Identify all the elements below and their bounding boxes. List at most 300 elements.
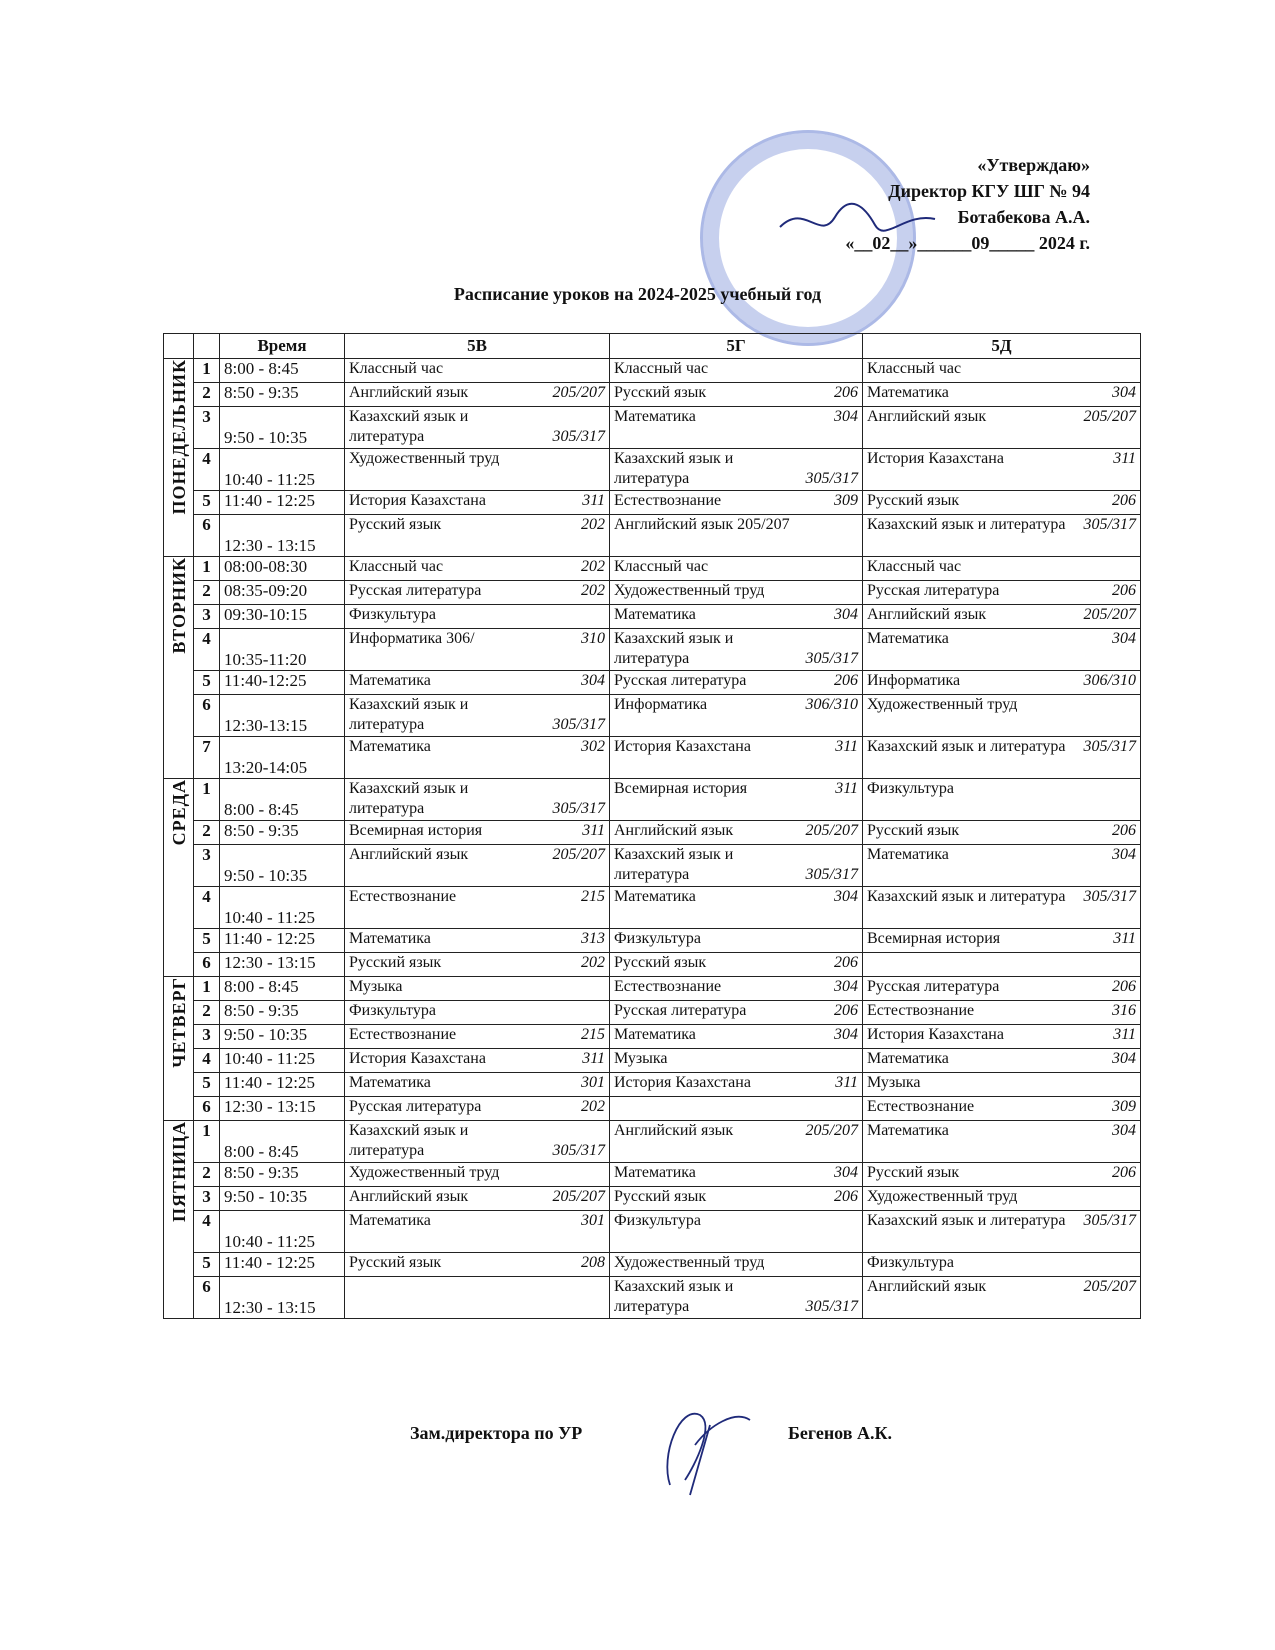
subject-name: Английский язык: [867, 606, 987, 623]
subject-name: Математика: [349, 672, 431, 689]
room-number: 311: [835, 738, 858, 755]
room-number: 304: [1112, 1050, 1136, 1067]
page-title: Расписание уроков на 2024-2025 учебный год: [453, 284, 822, 304]
schedule-cell: [345, 383, 610, 407]
room-number: 208: [581, 1254, 605, 1271]
room-number: 202: [581, 954, 605, 971]
schedule-cell: [345, 845, 610, 887]
schedule-cell: [610, 359, 863, 383]
room-number: 311: [1113, 450, 1136, 467]
room-number: 306/310: [805, 696, 858, 713]
lesson-time: 10:40 - 11:25: [220, 887, 345, 929]
lesson-time: 11:40 - 12:25: [220, 929, 345, 953]
room-number: 215: [581, 888, 605, 905]
lesson-number: 5: [194, 1073, 220, 1097]
lesson-time: 12:30 - 13:15: [220, 953, 345, 977]
schedule-cell: [863, 1097, 1141, 1121]
header-class-5g: 5Г: [610, 334, 863, 359]
subject-name: Английский язык: [614, 1122, 734, 1139]
schedule-cell: [863, 629, 1141, 671]
schedule-cell: [863, 515, 1141, 557]
table-row: [164, 515, 1141, 557]
schedule-cell: [863, 845, 1141, 887]
footer-name: Бегенов А.К.: [788, 1423, 893, 1443]
subject-name: Английский язык: [867, 408, 987, 425]
subject-name: Всемирная история: [614, 780, 748, 797]
lesson-time: 8:00 - 8:45: [220, 977, 345, 1001]
day-label: [164, 1121, 194, 1319]
subject-name: Естествознание: [614, 492, 722, 509]
room-number: 304: [1112, 630, 1136, 647]
room-number: 306/310: [1083, 672, 1136, 689]
subject-name: Русская литература: [349, 582, 482, 599]
lesson-number: 4: [194, 1049, 220, 1073]
subject-name: Физкультура: [349, 606, 436, 623]
schedule-cell: [610, 887, 863, 929]
schedule-cell: [345, 581, 610, 605]
schedule-cell: [863, 581, 1141, 605]
header-day: [164, 334, 194, 359]
schedule-cell: [345, 1187, 610, 1211]
subject-name: Физкультура: [614, 930, 701, 947]
subject-name: Математика: [867, 1050, 949, 1067]
subject-name: Казахский язык и литература: [867, 516, 1066, 533]
approval-line-4: «__02__»______09_____ 2024 г.: [845, 233, 1090, 253]
table-row: [164, 1025, 1141, 1049]
schedule-cell: [345, 1277, 610, 1319]
table-row: [164, 977, 1141, 1001]
lesson-number: 5: [194, 929, 220, 953]
schedule-cell: [345, 821, 610, 845]
schedule-cell: [863, 491, 1141, 515]
schedule-cell: [345, 1097, 610, 1121]
schedule-cell: [863, 977, 1141, 1001]
subject-name: Естествознание: [349, 888, 457, 905]
lesson-number: 1: [194, 977, 220, 1001]
room-number: 305/317: [552, 428, 605, 445]
schedule-cell: [610, 1277, 863, 1319]
table-row: [164, 1253, 1141, 1277]
schedule-cell: [610, 1211, 863, 1253]
subject-name: Всемирная история: [867, 930, 1001, 947]
subject-name: История Казахстана: [349, 1050, 486, 1067]
lesson-number: 3: [194, 1025, 220, 1049]
room-number: 205/207: [552, 1188, 605, 1205]
schedule-cell: [610, 1253, 863, 1277]
subject-name: Художественный труд: [867, 696, 1018, 713]
lesson-time: 12:30-13:15: [220, 695, 345, 737]
lesson-time: 8:50 - 9:35: [220, 383, 345, 407]
schedule-cell: [345, 779, 610, 821]
subject-name: Информатика: [614, 696, 708, 713]
schedule-cell: [610, 977, 863, 1001]
day-name: ВТОРНИК: [168, 557, 189, 654]
schedule-cell: [610, 1163, 863, 1187]
lesson-number: 2: [194, 821, 220, 845]
lesson-time: 10:40 - 11:25: [220, 1049, 345, 1073]
schedule-cell: [863, 1025, 1141, 1049]
lesson-number: 5: [194, 1253, 220, 1277]
subject-name: Математика: [614, 408, 696, 425]
lesson-time: 10:35-11:20: [220, 629, 345, 671]
room-number: 202: [581, 558, 605, 575]
subject-name: Русский язык: [349, 954, 442, 971]
lesson-time: 11:40-12:25: [220, 671, 345, 695]
schedule-cell: [345, 887, 610, 929]
lesson-time: 08:35-09:20: [220, 581, 345, 605]
room-number: 313: [581, 930, 605, 947]
table-row: [164, 695, 1141, 737]
table-row: [164, 491, 1141, 515]
schedule-cell: [345, 737, 610, 779]
schedule-cell: [345, 1025, 610, 1049]
subject-name: Английский язык: [867, 1278, 987, 1295]
lesson-number: 6: [194, 1097, 220, 1121]
subject-name: Русский язык: [614, 384, 707, 401]
lesson-number: 2: [194, 581, 220, 605]
subject-name: Казахский язык и литература: [349, 1122, 469, 1159]
subject-name: Математика: [614, 606, 696, 623]
schedule-cell: [863, 605, 1141, 629]
subject-name: Английский язык: [349, 1188, 469, 1205]
table-row: [164, 929, 1141, 953]
table-row: [164, 449, 1141, 491]
day-name: ПОНЕДЕЛЬНИК: [168, 359, 189, 515]
lesson-time: 10:40 - 11:25: [220, 449, 345, 491]
room-number: 305/317: [1083, 888, 1136, 905]
room-number: 310: [581, 630, 605, 647]
schedule-cell: [610, 491, 863, 515]
lesson-number: 3: [194, 845, 220, 887]
schedule-cell: [610, 1097, 863, 1121]
room-number: 304: [834, 1026, 858, 1043]
schedule-cell: [345, 929, 610, 953]
table-row: [164, 581, 1141, 605]
header-time: Время: [220, 334, 345, 359]
schedule-cell: [863, 383, 1141, 407]
schedule-cell: [863, 1001, 1141, 1025]
lesson-time: 09:30-10:15: [220, 605, 345, 629]
lesson-number: 4: [194, 1211, 220, 1253]
subject-name: Всемирная история: [349, 822, 483, 839]
approval-block: [760, 152, 1090, 256]
lesson-time: 12:30 - 13:15: [220, 1097, 345, 1121]
room-number: 206: [834, 1188, 858, 1205]
lesson-time: 8:00 - 8:45: [220, 779, 345, 821]
table-row: [164, 953, 1141, 977]
schedule-cell: [345, 605, 610, 629]
schedule-cell: [345, 1001, 610, 1025]
room-number: 202: [581, 582, 605, 599]
lesson-number: 6: [194, 515, 220, 557]
schedule-cell: [345, 1211, 610, 1253]
schedule-cell: [610, 1073, 863, 1097]
subject-name: Математика: [349, 738, 431, 755]
room-number: 205/207: [1083, 606, 1136, 623]
lesson-number: 1: [194, 557, 220, 581]
subject-name: Музыка: [614, 1050, 668, 1067]
room-number: 305/317: [805, 866, 858, 883]
room-number: 304: [834, 606, 858, 623]
lesson-time: 8:50 - 9:35: [220, 821, 345, 845]
lesson-time: 11:40 - 12:25: [220, 1253, 345, 1277]
lesson-time: 08:00-08:30: [220, 557, 345, 581]
table-row: [164, 821, 1141, 845]
schedule-cell: [863, 671, 1141, 695]
schedule-cell: [863, 929, 1141, 953]
schedule-cell: [610, 629, 863, 671]
schedule-cell: [610, 671, 863, 695]
subject-name: Художественный труд: [349, 450, 500, 467]
schedule-cell: [610, 821, 863, 845]
lesson-time: 9:50 - 10:35: [220, 407, 345, 449]
schedule-cell: [610, 1025, 863, 1049]
room-number: 311: [1113, 930, 1136, 947]
schedule-cell: [345, 449, 610, 491]
table-row: [164, 887, 1141, 929]
schedule-cell: [610, 449, 863, 491]
room-number: 305/317: [1083, 738, 1136, 755]
lesson-number: 4: [194, 887, 220, 929]
schedule-cell: [345, 1049, 610, 1073]
subject-name: Естествознание: [349, 1026, 457, 1043]
lesson-number: 1: [194, 779, 220, 821]
schedule-cell: [863, 359, 1141, 383]
lesson-time: 12:30 - 13:15: [220, 1277, 345, 1319]
room-number: 316: [1112, 1002, 1136, 1019]
subject-name: Казахский язык и литература: [614, 1278, 734, 1315]
room-number: 311: [835, 1074, 858, 1091]
schedule-cell: [610, 407, 863, 449]
subject-name: Математика: [614, 1164, 696, 1181]
lesson-time: 11:40 - 12:25: [220, 491, 345, 515]
day-label: [164, 359, 194, 557]
schedule-cell: [863, 695, 1141, 737]
table-row: [164, 1121, 1141, 1163]
subject-name: Казахский язык и литература: [349, 780, 469, 817]
table-row: [164, 737, 1141, 779]
lesson-number: 1: [194, 359, 220, 383]
subject-name: Физкультура: [867, 1254, 954, 1271]
lesson-number: 3: [194, 605, 220, 629]
day-name: ПЯТНИЦА: [168, 1121, 189, 1223]
lesson-number: 7: [194, 737, 220, 779]
lesson-number: 3: [194, 1187, 220, 1211]
subject-name: Естествознание: [614, 978, 722, 995]
subject-name: Казахский язык и литература: [867, 1212, 1066, 1229]
room-number: 304: [834, 408, 858, 425]
room-number: 305/317: [552, 1142, 605, 1159]
subject-name: Физкультура: [614, 1212, 701, 1229]
schedule-cell: [610, 383, 863, 407]
lesson-time: 9:50 - 10:35: [220, 845, 345, 887]
subject-name: Английский язык 205/207: [614, 516, 790, 533]
schedule-cell: [345, 491, 610, 515]
schedule-cell: [345, 629, 610, 671]
subject-name: История Казахстана: [614, 1074, 751, 1091]
lesson-time: 8:50 - 9:35: [220, 1163, 345, 1187]
schedule-cell: [610, 953, 863, 977]
subject-name: Русский язык: [349, 1254, 442, 1271]
day-label: [164, 779, 194, 977]
schedule-cell: [863, 1049, 1141, 1073]
lesson-number: 6: [194, 1277, 220, 1319]
day-name: СРЕДА: [168, 779, 189, 846]
subject-name: Математика: [867, 630, 949, 647]
schedule-cell: [345, 695, 610, 737]
subject-name: Классный час: [867, 360, 962, 377]
schedule-cell: [863, 1121, 1141, 1163]
lesson-number: 5: [194, 671, 220, 695]
table-row: [164, 671, 1141, 695]
room-number: 206: [1112, 582, 1136, 599]
table-row: [164, 1097, 1141, 1121]
lesson-number: 2: [194, 1001, 220, 1025]
schedule-cell: [863, 407, 1141, 449]
room-number: 304: [834, 888, 858, 905]
schedule-cell: [610, 515, 863, 557]
subject-name: Информатика 306/: [349, 630, 475, 647]
schedule-cell: [610, 605, 863, 629]
schedule-cell: [610, 581, 863, 605]
subject-name: Математика: [867, 384, 949, 401]
subject-name: История Казахстана: [349, 492, 486, 509]
header-num: [194, 334, 220, 359]
subject-name: Казахский язык и литература: [349, 408, 469, 445]
subject-name: Казахский язык и литература: [614, 630, 734, 667]
room-number: 305/317: [552, 800, 605, 817]
schedule-cell: [863, 821, 1141, 845]
room-number: 304: [1112, 1122, 1136, 1139]
footer-role: Зам.директора по УР: [410, 1423, 583, 1443]
lesson-time: 8:50 - 9:35: [220, 1001, 345, 1025]
schedule-cell: [345, 359, 610, 383]
subject-name: Математика: [349, 930, 431, 947]
room-number: 202: [581, 516, 605, 533]
header-class-5v: 5В: [345, 334, 610, 359]
subject-name: Музыка: [867, 1074, 921, 1091]
subject-name: Физкультура: [867, 780, 954, 797]
room-number: 206: [834, 954, 858, 971]
schedule-cell: [863, 779, 1141, 821]
subject-name: История Казахстана: [614, 738, 751, 755]
lesson-time: 9:50 - 10:35: [220, 1025, 345, 1049]
schedule-cell: [345, 557, 610, 581]
subject-name: Казахский язык и литература: [349, 696, 469, 733]
schedule-cell: [610, 1001, 863, 1025]
schedule-cell: [610, 1121, 863, 1163]
table-row: [164, 1211, 1141, 1253]
subject-name: История Казахстана: [867, 1026, 1004, 1043]
lesson-time: 10:40 - 11:25: [220, 1211, 345, 1253]
room-number: 304: [834, 1164, 858, 1181]
room-number: 305/317: [805, 470, 858, 487]
lesson-number: 2: [194, 383, 220, 407]
subject-name: Русский язык: [614, 1188, 707, 1205]
approval-line-2: Директор КГУ ШГ № 94: [888, 181, 1090, 201]
subject-name: Русский язык: [867, 492, 960, 509]
schedule-cell: [345, 515, 610, 557]
subject-name: Математика: [614, 1026, 696, 1043]
room-number: 205/207: [552, 384, 605, 401]
table-row: [164, 1049, 1141, 1073]
subject-name: Русская литература: [349, 1098, 482, 1115]
schedule-cell: [610, 557, 863, 581]
schedule-cell: [345, 1073, 610, 1097]
lesson-time: 11:40 - 12:25: [220, 1073, 345, 1097]
room-number: 311: [582, 1050, 605, 1067]
table-row: [164, 359, 1141, 383]
room-number: 305/317: [1083, 516, 1136, 533]
room-number: 206: [1112, 492, 1136, 509]
subject-name: Казахский язык и литература: [614, 450, 734, 487]
subject-name: Русская литература: [867, 978, 1000, 995]
schedule-cell: [345, 1253, 610, 1277]
room-number: 206: [834, 672, 858, 689]
subject-name: Русская литература: [614, 1002, 747, 1019]
lesson-time: 12:30 - 13:15: [220, 515, 345, 557]
subject-name: Английский язык: [614, 822, 734, 839]
schedule-cell: [610, 929, 863, 953]
schedule-cell: [610, 737, 863, 779]
subject-name: Казахский язык и литература: [867, 738, 1066, 755]
subject-name: Русский язык: [614, 954, 707, 971]
room-number: 206: [1112, 1164, 1136, 1181]
room-number: 206: [1112, 978, 1136, 995]
subject-name: Русский язык: [867, 1164, 960, 1181]
schedule-cell: [863, 1073, 1141, 1097]
schedule-cell: [345, 407, 610, 449]
room-number: 202: [581, 1098, 605, 1115]
lesson-number: 2: [194, 1163, 220, 1187]
subject-name: Математика: [349, 1074, 431, 1091]
schedule-table: [163, 333, 1141, 1319]
subject-name: Русская литература: [614, 672, 747, 689]
table-row: [164, 1277, 1141, 1319]
subject-name: Классный час: [614, 558, 709, 575]
schedule-cell: [863, 887, 1141, 929]
schedule-cell: [610, 845, 863, 887]
table-row: [164, 407, 1141, 449]
schedule-cell: [863, 557, 1141, 581]
schedule-cell: [345, 1163, 610, 1187]
lesson-number: 3: [194, 407, 220, 449]
subject-name: Художественный труд: [349, 1164, 500, 1181]
subject-name: Физкультура: [349, 1002, 436, 1019]
subject-name: Русская литература: [867, 582, 1000, 599]
lesson-number: 6: [194, 953, 220, 977]
schedule-cell: [345, 671, 610, 695]
lesson-number: 1: [194, 1121, 220, 1163]
subject-name: Классный час: [867, 558, 962, 575]
subject-name: Классный час: [349, 558, 444, 575]
table-row: [164, 1001, 1141, 1025]
schedule-cell: [610, 695, 863, 737]
day-label: [164, 977, 194, 1121]
room-number: 205/207: [1083, 408, 1136, 425]
table-row: [164, 1073, 1141, 1097]
schedule-cell: [863, 1253, 1141, 1277]
room-number: 304: [834, 978, 858, 995]
deputy-signature-icon: [640, 1385, 760, 1505]
table-row: [164, 1163, 1141, 1187]
subject-name: Казахский язык и литература: [614, 846, 734, 883]
subject-name: Информатика: [867, 672, 961, 689]
room-number: 301: [581, 1074, 605, 1091]
schedule-cell: [863, 1277, 1141, 1319]
room-number: 305/317: [805, 650, 858, 667]
subject-name: Английский язык: [349, 846, 469, 863]
